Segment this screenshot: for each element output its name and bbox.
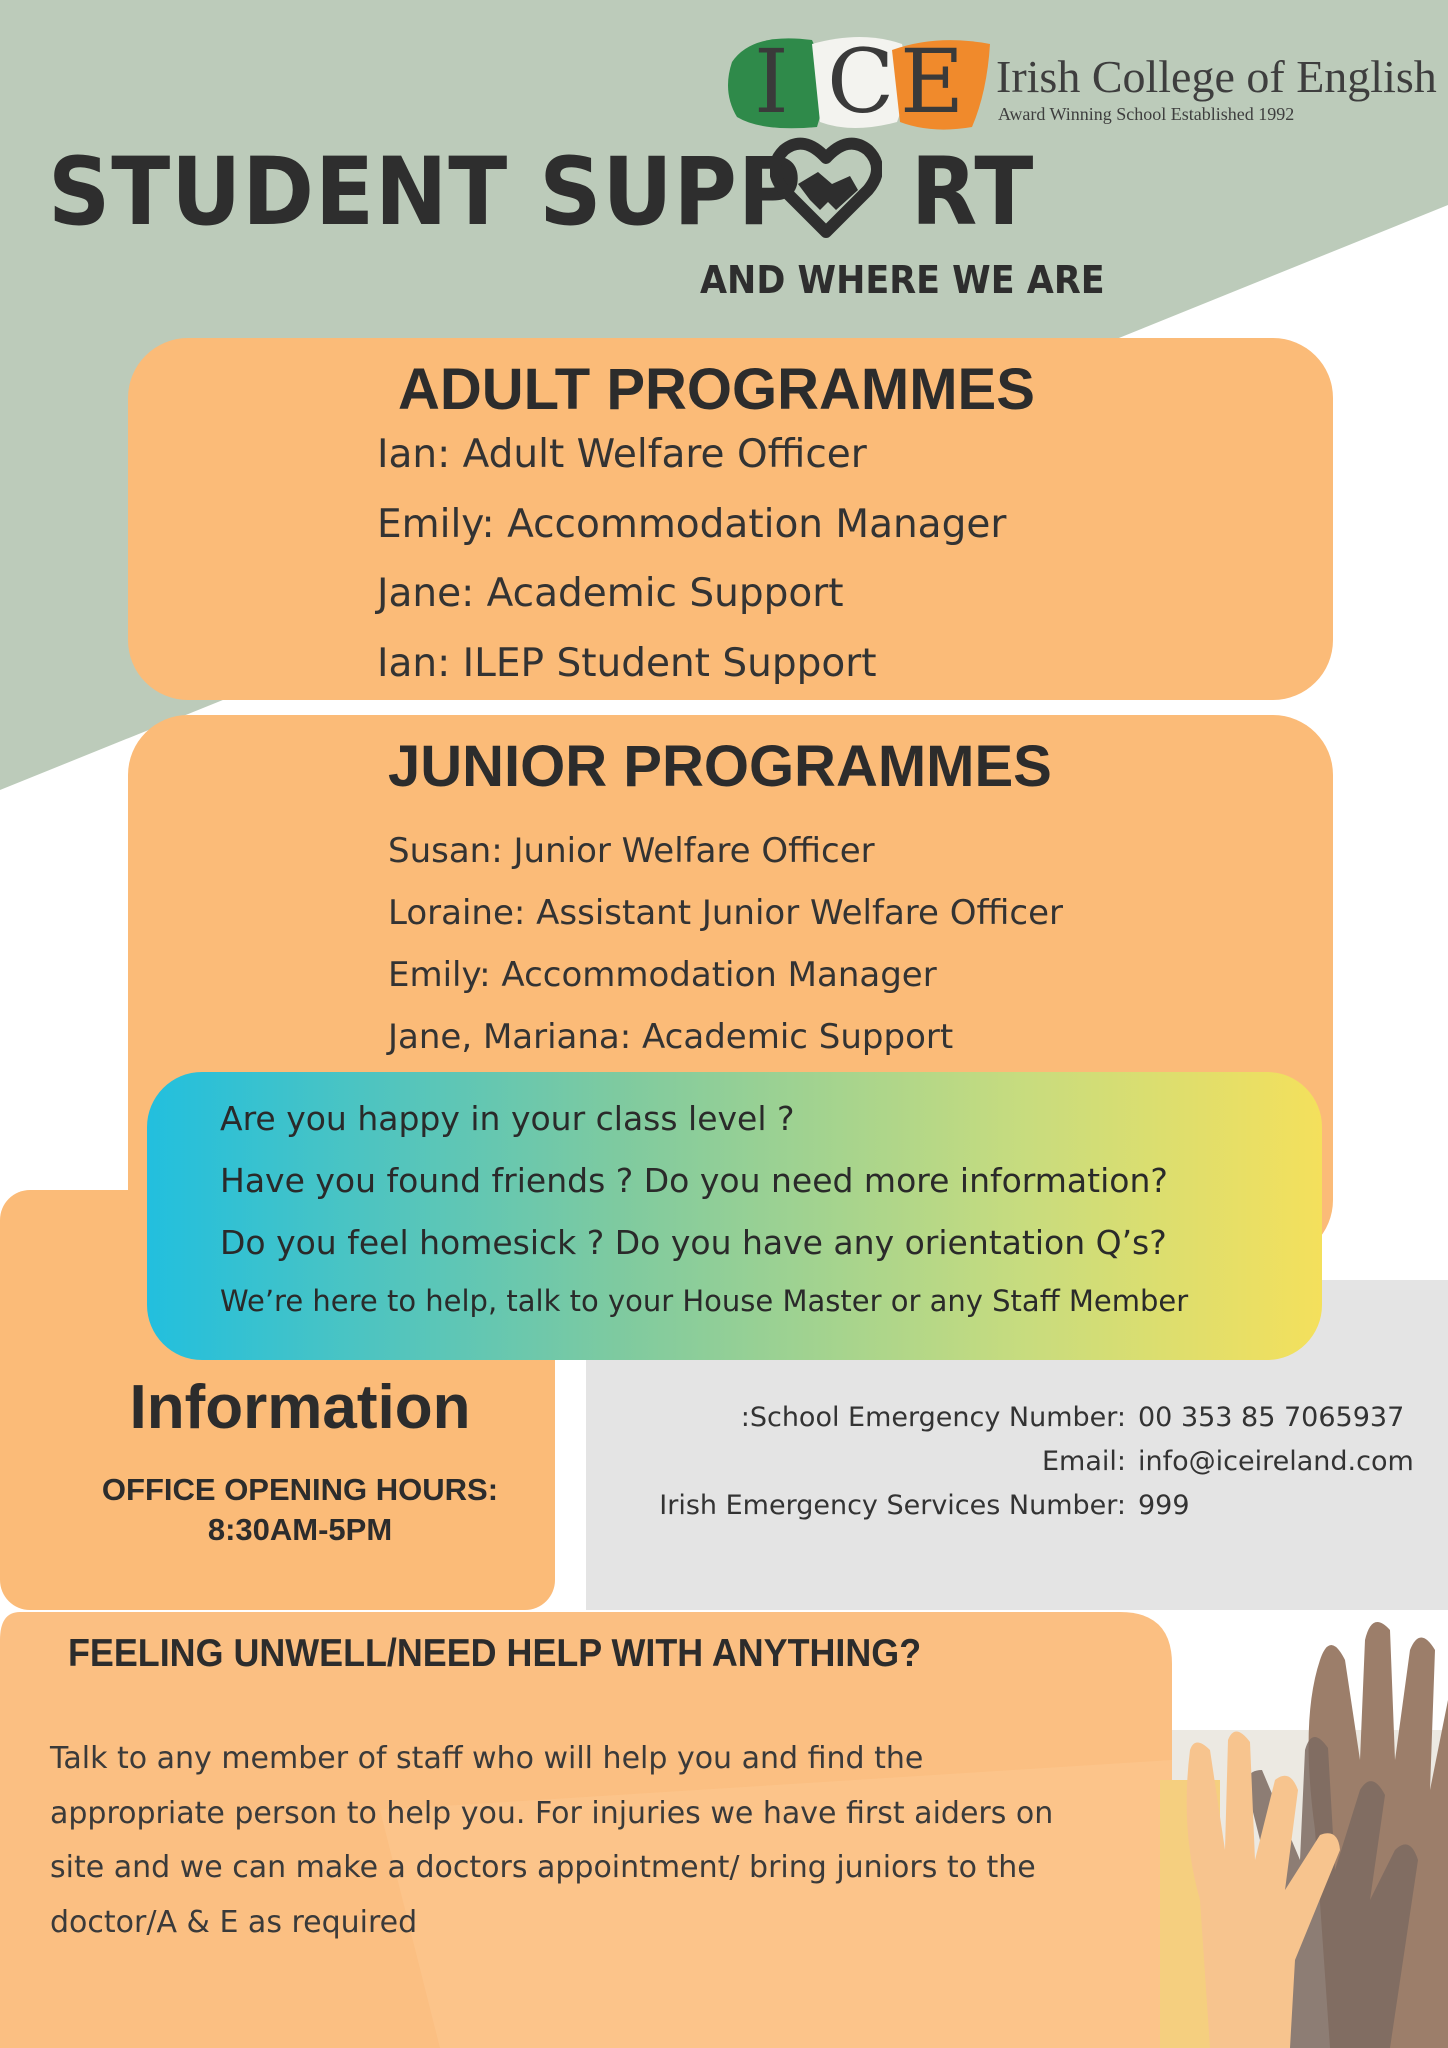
brand-tagline: Award Winning School Established 1992 [998,104,1295,124]
brand-logo [722,22,992,132]
title-word-rt: RT [910,138,1035,247]
junior-staff-line: Loraine: Assistant Junior Welfare Officer [388,893,1063,933]
adult-staff-line: Ian: Adult Welfare Officer [377,432,867,477]
information-title: Information [129,1373,471,1442]
adult-programmes-title: ADULT PROGRAMMES [398,357,1035,422]
raised-hands-illustration [1160,1622,1448,2048]
irish-emergency-number: 999 [1138,1490,1190,1521]
office-hours-value: 8:30AM-5PM [207,1512,393,1547]
page-subtitle: AND WHERE WE ARE [700,258,1105,302]
title-word-student: STUDENT [48,138,509,247]
contact-label: Email: [1041,1446,1126,1477]
adult-staff-line: Ian: ILEP Student Support [377,641,877,686]
logo-letter-c: C [827,30,895,133]
junior-staff-line: Susan: Junior Welfare Officer [388,831,875,871]
heart-handshake-icon [770,132,882,244]
question-line: Do you feel homesick ? Do you have any orientation Q’s? [220,1223,1167,1262]
office-hours-label: OFFICE OPENING HOURS: [101,1472,499,1507]
adult-staff-line: Emily: Accommodation Manager [377,502,1007,547]
unwell-body-line: Talk to any member of staff who will help you and find the [50,1741,924,1776]
question-line: Are you happy in your class level ? [220,1099,795,1138]
unwell-body-line: doctor/A & E as required [50,1905,418,1940]
junior-staff-line: Jane, Mariana: Academic Support [388,1017,954,1057]
logo-letter-e: E [900,30,965,133]
title-word-supp: SUPP [539,138,803,247]
junior-programmes-title: JUNIOR PROGRAMMES [388,734,1052,799]
page-title [48,138,1034,247]
question-line: Have you found friends ? Do you need more information? [220,1161,1168,1200]
unwell-body-line: site and we can make a doctors appointment/ bring juniors to the [50,1850,1036,1885]
unwell-title: FEELING UNWELL/NEED HELP WITH ANYTHING? [68,1632,922,1675]
school-emergency-number: 00 353 85 7065937 [1138,1402,1405,1433]
junior-staff-line: Emily: Accommodation Manager [388,955,937,995]
adult-staff-line: Jane: Academic Support [377,571,844,616]
email-address: info@iceireland.com [1138,1446,1414,1477]
contact-label: :School Emergency Number: [740,1402,1126,1433]
question-line: We’re here to help, talk to your House Master or any Staff Member [220,1284,1189,1318]
logo-letter-i: I [754,30,789,133]
unwell-body-line: appropriate person to help you. For injuries we have first aiders on [50,1796,1054,1831]
brand-name: Irish College of English [996,51,1437,102]
contact-label: Irish Emergency Services Number: [659,1490,1126,1521]
